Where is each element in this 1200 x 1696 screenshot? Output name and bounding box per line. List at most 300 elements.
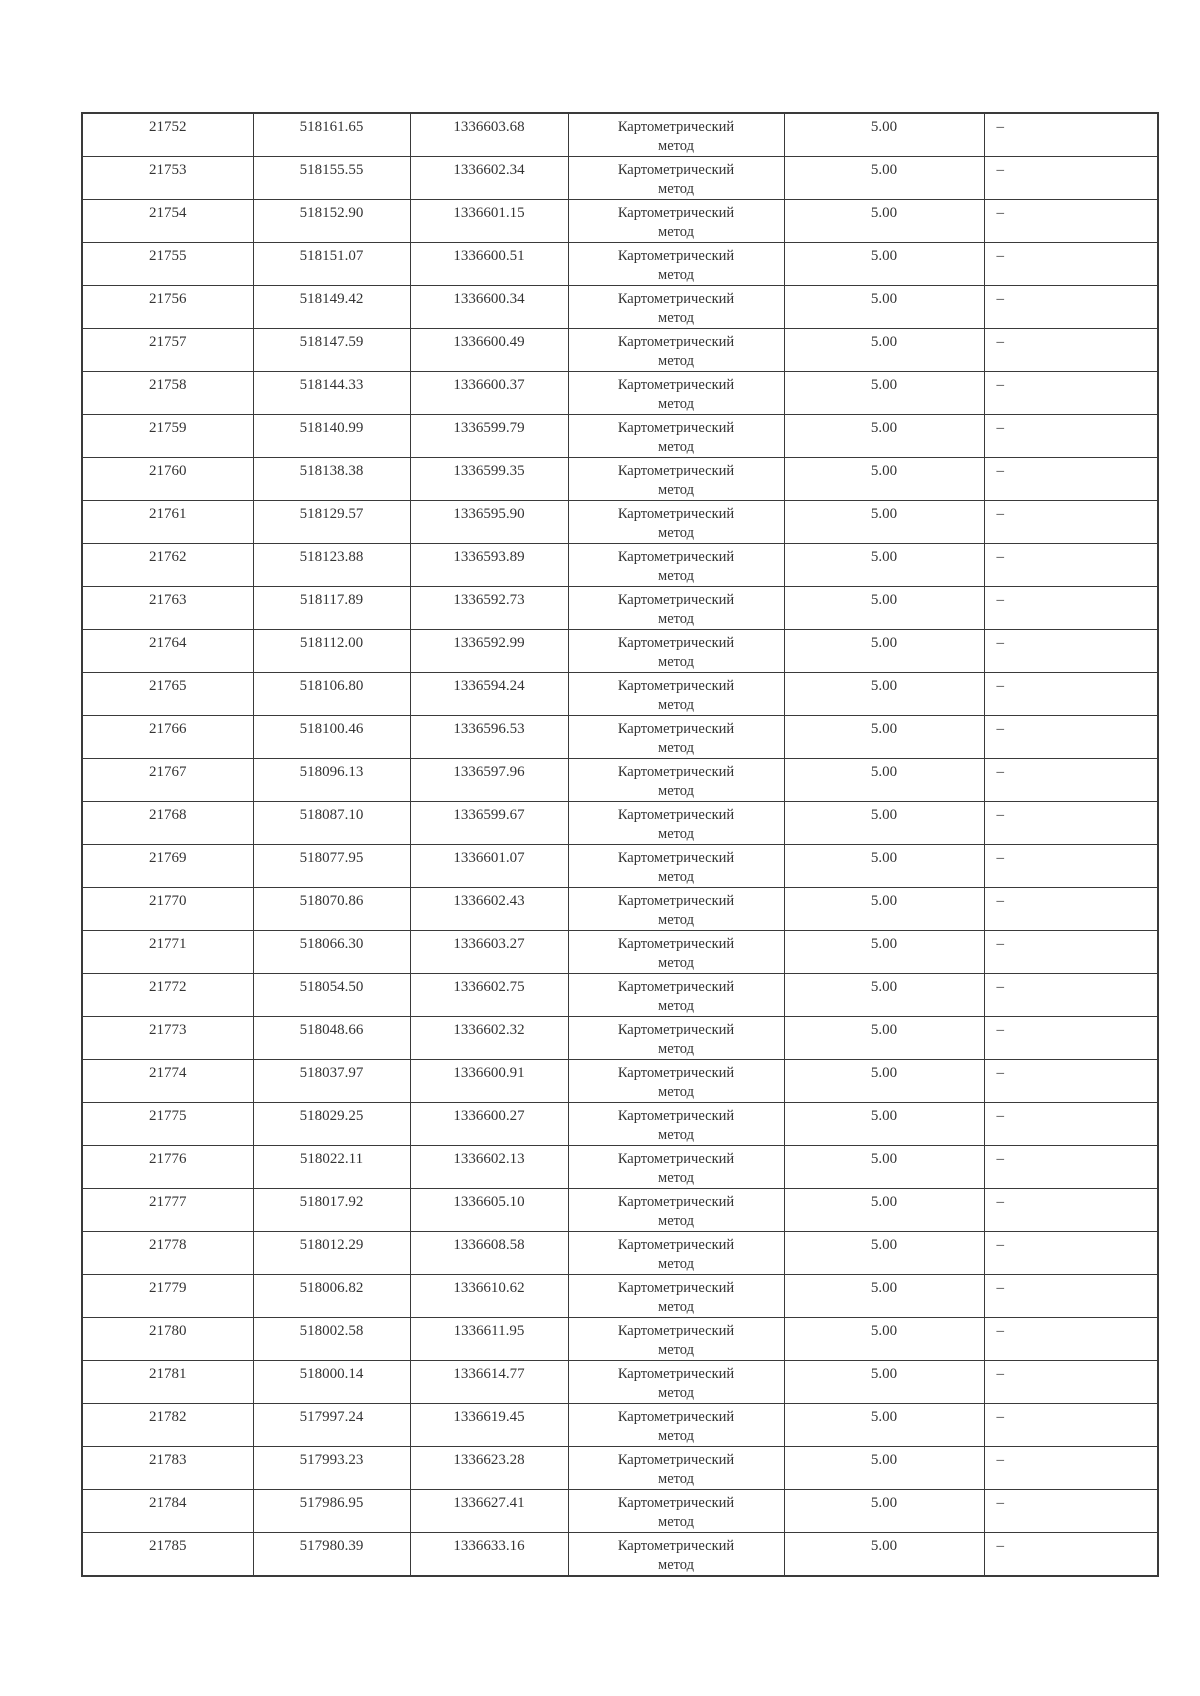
y-coordinate-cell xyxy=(410,1232,568,1275)
note-value: – xyxy=(996,678,1004,694)
accuracy-cell xyxy=(784,200,984,243)
x-coordinate: 518002.58 xyxy=(299,1323,364,1339)
accuracy-value: 5.00 xyxy=(870,162,898,178)
point-number: 21778 xyxy=(149,1237,187,1253)
x-coordinate-cell xyxy=(253,1361,410,1404)
y-coordinate-cell xyxy=(410,329,568,372)
note-value: – xyxy=(996,592,1004,608)
accuracy-value: 5.00 xyxy=(870,420,898,436)
note-cell xyxy=(984,544,1158,587)
point-number: 21769 xyxy=(149,850,187,866)
table-row xyxy=(82,1060,1158,1103)
y-coordinate-cell xyxy=(410,1103,568,1146)
note-value: – xyxy=(996,1108,1004,1124)
y-coordinate: 1336600.37 xyxy=(453,377,525,393)
method-line-1: Картометрический xyxy=(617,1452,735,1468)
accuracy-value: 5.00 xyxy=(870,377,898,393)
point-number: 21763 xyxy=(149,592,187,608)
method-cell xyxy=(568,113,784,157)
note-value: – xyxy=(996,936,1004,952)
accuracy-cell xyxy=(784,630,984,673)
y-coordinate-cell xyxy=(410,1189,568,1232)
point-number-cell xyxy=(82,286,253,329)
accuracy-value: 5.00 xyxy=(870,334,898,350)
y-coordinate-cell xyxy=(410,630,568,673)
note-value: – xyxy=(996,1237,1004,1253)
method-line-1: Картометрический xyxy=(617,291,735,307)
point-number-cell xyxy=(82,1533,253,1577)
x-coordinate: 517993.23 xyxy=(299,1452,364,1468)
x-coordinate-cell xyxy=(253,1146,410,1189)
note-value: – xyxy=(996,1022,1004,1038)
method-cell xyxy=(568,802,784,845)
method-line-2: метод xyxy=(658,654,694,670)
point-number: 21754 xyxy=(149,205,187,221)
point-number: 21785 xyxy=(149,1538,187,1554)
note-cell xyxy=(984,1146,1158,1189)
x-coordinate-cell xyxy=(253,759,410,802)
method-line-2: метод xyxy=(658,1385,694,1401)
method-line-1: Картометрический xyxy=(617,377,735,393)
accuracy-cell xyxy=(784,458,984,501)
point-number: 21782 xyxy=(149,1409,187,1425)
note-cell xyxy=(984,802,1158,845)
y-coordinate: 1336608.58 xyxy=(453,1237,525,1253)
y-coordinate: 1336627.41 xyxy=(453,1495,525,1511)
x-coordinate-cell xyxy=(253,243,410,286)
method-line-1: Картометрический xyxy=(617,205,735,221)
x-coordinate-cell xyxy=(253,1447,410,1490)
x-coordinate-cell xyxy=(253,974,410,1017)
table-row xyxy=(82,1232,1158,1275)
x-coordinate-cell xyxy=(253,1232,410,1275)
x-coordinate-cell xyxy=(253,802,410,845)
accuracy-cell xyxy=(784,113,984,157)
point-number-cell xyxy=(82,845,253,888)
method-cell xyxy=(568,974,784,1017)
method-line-2: метод xyxy=(658,181,694,197)
note-value: – xyxy=(996,162,1004,178)
table-row xyxy=(82,458,1158,501)
x-coordinate-cell xyxy=(253,716,410,759)
y-coordinate: 1336602.13 xyxy=(453,1151,525,1167)
x-coordinate-cell xyxy=(253,1017,410,1060)
method-line-1: Картометрический xyxy=(617,119,735,135)
method-cell xyxy=(568,1490,784,1533)
x-coordinate-cell xyxy=(253,587,410,630)
note-cell xyxy=(984,759,1158,802)
y-coordinate: 1336602.75 xyxy=(453,979,525,995)
accuracy-cell xyxy=(784,759,984,802)
x-coordinate: 517997.24 xyxy=(299,1409,364,1425)
note-value: – xyxy=(996,119,1004,135)
x-coordinate-cell xyxy=(253,372,410,415)
method-line-1: Картометрический xyxy=(617,721,735,737)
accuracy-cell xyxy=(784,587,984,630)
note-cell xyxy=(984,1060,1158,1103)
accuracy-value: 5.00 xyxy=(870,592,898,608)
y-coordinate-cell xyxy=(410,974,568,1017)
accuracy-value: 5.00 xyxy=(870,893,898,909)
method-line-2: метод xyxy=(658,568,694,584)
accuracy-value: 5.00 xyxy=(870,635,898,651)
accuracy-value: 5.00 xyxy=(870,807,898,823)
y-coordinate: 1336611.95 xyxy=(453,1323,525,1339)
y-coordinate: 1336602.43 xyxy=(453,893,525,909)
point-number-cell xyxy=(82,587,253,630)
point-number: 21758 xyxy=(149,377,187,393)
x-coordinate: 518149.42 xyxy=(299,291,364,307)
x-coordinate-cell xyxy=(253,1490,410,1533)
x-coordinate-cell xyxy=(253,1103,410,1146)
method-line-2: метод xyxy=(658,998,694,1014)
x-coordinate: 518017.92 xyxy=(299,1194,364,1210)
point-number: 21759 xyxy=(149,420,187,436)
note-value: – xyxy=(996,850,1004,866)
accuracy-value: 5.00 xyxy=(870,1366,898,1382)
x-coordinate: 518070.86 xyxy=(299,893,364,909)
y-coordinate-cell xyxy=(410,113,568,157)
table-row xyxy=(82,802,1158,845)
note-value: – xyxy=(996,205,1004,221)
method-cell xyxy=(568,845,784,888)
accuracy-value: 5.00 xyxy=(870,248,898,264)
method-line-2: метод xyxy=(658,826,694,842)
point-number: 21765 xyxy=(149,678,187,694)
method-line-1: Картометрический xyxy=(617,678,735,694)
x-coordinate-cell xyxy=(253,1533,410,1577)
accuracy-value: 5.00 xyxy=(870,549,898,565)
point-number: 21783 xyxy=(149,1452,187,1468)
accuracy-value: 5.00 xyxy=(870,1409,898,1425)
note-value: – xyxy=(996,979,1004,995)
y-coordinate-cell xyxy=(410,1146,568,1189)
y-coordinate: 1336633.16 xyxy=(453,1538,525,1554)
accuracy-cell xyxy=(784,1318,984,1361)
method-line-2: метод xyxy=(658,353,694,369)
y-coordinate: 1336600.49 xyxy=(453,334,525,350)
note-cell xyxy=(984,1447,1158,1490)
x-coordinate-cell xyxy=(253,931,410,974)
note-cell xyxy=(984,1404,1158,1447)
accuracy-value: 5.00 xyxy=(870,1280,898,1296)
method-line-2: метод xyxy=(658,1299,694,1315)
method-line-2: метод xyxy=(658,310,694,326)
point-number-cell xyxy=(82,1447,253,1490)
table-row xyxy=(82,200,1158,243)
x-coordinate: 518147.59 xyxy=(299,334,364,350)
note-cell xyxy=(984,286,1158,329)
table-row xyxy=(82,716,1158,759)
method-cell xyxy=(568,243,784,286)
method-cell xyxy=(568,1017,784,1060)
method-line-2: метод xyxy=(658,439,694,455)
method-cell xyxy=(568,759,784,802)
method-cell xyxy=(568,1146,784,1189)
method-line-1: Картометрический xyxy=(617,1495,735,1511)
note-value: – xyxy=(996,1151,1004,1167)
table-row xyxy=(82,759,1158,802)
y-coordinate: 1336599.35 xyxy=(453,463,525,479)
point-number: 21777 xyxy=(149,1194,187,1210)
method-cell xyxy=(568,200,784,243)
table-row xyxy=(82,1404,1158,1447)
note-value: – xyxy=(996,377,1004,393)
x-coordinate: 518066.30 xyxy=(299,936,364,952)
y-coordinate: 1336623.28 xyxy=(453,1452,525,1468)
table-row xyxy=(82,1318,1158,1361)
point-number-cell xyxy=(82,1232,253,1275)
method-line-1: Картометрический xyxy=(617,893,735,909)
note-cell xyxy=(984,587,1158,630)
note-cell xyxy=(984,1533,1158,1577)
point-number: 21762 xyxy=(149,549,187,565)
point-number: 21768 xyxy=(149,807,187,823)
table-row xyxy=(82,1361,1158,1404)
note-cell xyxy=(984,1232,1158,1275)
note-cell xyxy=(984,974,1158,1017)
method-cell xyxy=(568,716,784,759)
point-number-cell xyxy=(82,1060,253,1103)
point-number-cell xyxy=(82,888,253,931)
accuracy-value: 5.00 xyxy=(870,1065,898,1081)
method-line-1: Картометрический xyxy=(617,463,735,479)
note-value: – xyxy=(996,1452,1004,1468)
table-row xyxy=(82,1017,1158,1060)
note-cell xyxy=(984,501,1158,544)
method-line-1: Картометрический xyxy=(617,979,735,995)
x-coordinate-cell xyxy=(253,415,410,458)
x-coordinate-cell xyxy=(253,673,410,716)
table-row xyxy=(82,415,1158,458)
accuracy-cell xyxy=(784,1533,984,1577)
x-coordinate: 518096.13 xyxy=(299,764,364,780)
accuracy-cell xyxy=(784,1361,984,1404)
accuracy-cell xyxy=(784,802,984,845)
note-cell xyxy=(984,329,1158,372)
point-number-cell xyxy=(82,1490,253,1533)
point-number: 21753 xyxy=(149,162,187,178)
method-line-1: Картометрический xyxy=(617,549,735,565)
method-cell xyxy=(568,1275,784,1318)
accuracy-cell xyxy=(784,974,984,1017)
note-cell xyxy=(984,113,1158,157)
method-cell xyxy=(568,372,784,415)
note-cell xyxy=(984,243,1158,286)
method-line-1: Картометрический xyxy=(617,764,735,780)
y-coordinate-cell xyxy=(410,931,568,974)
x-coordinate: 518037.97 xyxy=(299,1065,364,1081)
method-line-2: метод xyxy=(658,912,694,928)
accuracy-cell xyxy=(784,501,984,544)
method-cell xyxy=(568,286,784,329)
method-cell xyxy=(568,630,784,673)
method-line-2: метод xyxy=(658,396,694,412)
y-coordinate: 1336610.62 xyxy=(453,1280,525,1296)
point-number-cell xyxy=(82,544,253,587)
note-value: – xyxy=(996,893,1004,909)
method-line-2: метод xyxy=(658,482,694,498)
point-number-cell xyxy=(82,802,253,845)
y-coordinate-cell xyxy=(410,1275,568,1318)
y-coordinate-cell xyxy=(410,243,568,286)
x-coordinate-cell xyxy=(253,630,410,673)
table-row xyxy=(82,286,1158,329)
accuracy-cell xyxy=(784,243,984,286)
table-row xyxy=(82,113,1158,157)
note-cell xyxy=(984,458,1158,501)
coordinates-table-body xyxy=(82,113,1158,1576)
y-coordinate-cell xyxy=(410,1404,568,1447)
accuracy-value: 5.00 xyxy=(870,291,898,307)
point-number: 21773 xyxy=(149,1022,187,1038)
method-line-2: метод xyxy=(658,1213,694,1229)
table-row xyxy=(82,243,1158,286)
method-cell xyxy=(568,1318,784,1361)
note-value: – xyxy=(996,463,1004,479)
point-number-cell xyxy=(82,329,253,372)
method-line-1: Картометрический xyxy=(617,162,735,178)
table-row xyxy=(82,1275,1158,1318)
y-coordinate: 1336600.91 xyxy=(453,1065,525,1081)
method-cell xyxy=(568,1103,784,1146)
note-value: – xyxy=(996,1366,1004,1382)
y-coordinate: 1336603.27 xyxy=(453,936,525,952)
table-row xyxy=(82,845,1158,888)
y-coordinate-cell xyxy=(410,501,568,544)
point-number-cell xyxy=(82,200,253,243)
x-coordinate: 518106.80 xyxy=(299,678,364,694)
accuracy-value: 5.00 xyxy=(870,721,898,737)
accuracy-value: 5.00 xyxy=(870,850,898,866)
accuracy-value: 5.00 xyxy=(870,205,898,221)
note-cell xyxy=(984,1017,1158,1060)
method-line-1: Картометрический xyxy=(617,635,735,651)
accuracy-cell xyxy=(784,845,984,888)
point-number-cell xyxy=(82,372,253,415)
method-line-2: метод xyxy=(658,1471,694,1487)
x-coordinate-cell xyxy=(253,113,410,157)
note-value: – xyxy=(996,635,1004,651)
method-line-1: Картометрический xyxy=(617,1237,735,1253)
accuracy-cell xyxy=(784,1447,984,1490)
table-row xyxy=(82,1533,1158,1577)
method-line-2: метод xyxy=(658,1041,694,1057)
method-line-1: Картометрический xyxy=(617,1409,735,1425)
table-row xyxy=(82,673,1158,716)
accuracy-value: 5.00 xyxy=(870,506,898,522)
note-value: – xyxy=(996,549,1004,565)
x-coordinate: 518012.29 xyxy=(299,1237,364,1253)
x-coordinate: 518144.33 xyxy=(299,377,364,393)
accuracy-value: 5.00 xyxy=(870,463,898,479)
coordinates-table xyxy=(81,112,1159,1577)
y-coordinate-cell xyxy=(410,200,568,243)
method-line-2: метод xyxy=(658,740,694,756)
y-coordinate-cell xyxy=(410,286,568,329)
accuracy-cell xyxy=(784,544,984,587)
x-coordinate: 518054.50 xyxy=(299,979,364,995)
accuracy-value: 5.00 xyxy=(870,1151,898,1167)
y-coordinate-cell xyxy=(410,372,568,415)
point-number-cell xyxy=(82,458,253,501)
y-coordinate: 1336601.15 xyxy=(453,205,525,221)
x-coordinate: 518117.89 xyxy=(299,592,364,608)
note-value: – xyxy=(996,764,1004,780)
point-number: 21775 xyxy=(149,1108,187,1124)
method-line-2: метод xyxy=(658,1170,694,1186)
y-coordinate-cell xyxy=(410,1490,568,1533)
y-coordinate: 1336599.67 xyxy=(453,807,525,823)
x-coordinate: 518129.57 xyxy=(299,506,364,522)
y-coordinate: 1336600.51 xyxy=(453,248,525,264)
method-line-1: Картометрический xyxy=(617,1151,735,1167)
point-number: 21767 xyxy=(149,764,187,780)
accuracy-value: 5.00 xyxy=(870,1452,898,1468)
point-number: 21779 xyxy=(149,1280,187,1296)
note-cell xyxy=(984,157,1158,200)
method-cell xyxy=(568,501,784,544)
point-number: 21771 xyxy=(149,936,187,952)
table-row xyxy=(82,157,1158,200)
point-number-cell xyxy=(82,243,253,286)
table-row xyxy=(82,1447,1158,1490)
note-value: – xyxy=(996,506,1004,522)
method-line-2: метод xyxy=(658,525,694,541)
y-coordinate-cell xyxy=(410,1060,568,1103)
x-coordinate-cell xyxy=(253,200,410,243)
method-line-2: метод xyxy=(658,869,694,885)
point-number-cell xyxy=(82,1318,253,1361)
point-number-cell xyxy=(82,1103,253,1146)
x-coordinate-cell xyxy=(253,1275,410,1318)
method-line-1: Картометрический xyxy=(617,807,735,823)
table-row xyxy=(82,587,1158,630)
note-value: – xyxy=(996,807,1004,823)
x-coordinate: 517986.95 xyxy=(299,1495,364,1511)
accuracy-cell xyxy=(784,415,984,458)
y-coordinate-cell xyxy=(410,1361,568,1404)
y-coordinate-cell xyxy=(410,1447,568,1490)
method-cell xyxy=(568,1404,784,1447)
accuracy-cell xyxy=(784,1103,984,1146)
note-cell xyxy=(984,1189,1158,1232)
note-cell xyxy=(984,888,1158,931)
method-cell xyxy=(568,1189,784,1232)
y-coordinate-cell xyxy=(410,802,568,845)
accuracy-cell xyxy=(784,1490,984,1533)
x-coordinate-cell xyxy=(253,888,410,931)
x-coordinate: 518152.90 xyxy=(299,205,364,221)
y-coordinate: 1336593.89 xyxy=(453,549,525,565)
y-coordinate: 1336601.07 xyxy=(453,850,525,866)
y-coordinate-cell xyxy=(410,759,568,802)
accuracy-value: 5.00 xyxy=(870,1323,898,1339)
method-line-1: Картометрический xyxy=(617,1280,735,1296)
method-line-1: Картометрический xyxy=(617,1194,735,1210)
x-coordinate: 518100.46 xyxy=(299,721,364,737)
x-coordinate-cell xyxy=(253,286,410,329)
y-coordinate: 1336599.79 xyxy=(453,420,525,436)
x-coordinate: 518006.82 xyxy=(299,1280,364,1296)
point-number-cell xyxy=(82,1189,253,1232)
note-cell xyxy=(984,372,1158,415)
accuracy-cell xyxy=(784,1017,984,1060)
point-number: 21764 xyxy=(149,635,187,651)
note-cell xyxy=(984,630,1158,673)
accuracy-cell xyxy=(784,1232,984,1275)
table-row xyxy=(82,544,1158,587)
